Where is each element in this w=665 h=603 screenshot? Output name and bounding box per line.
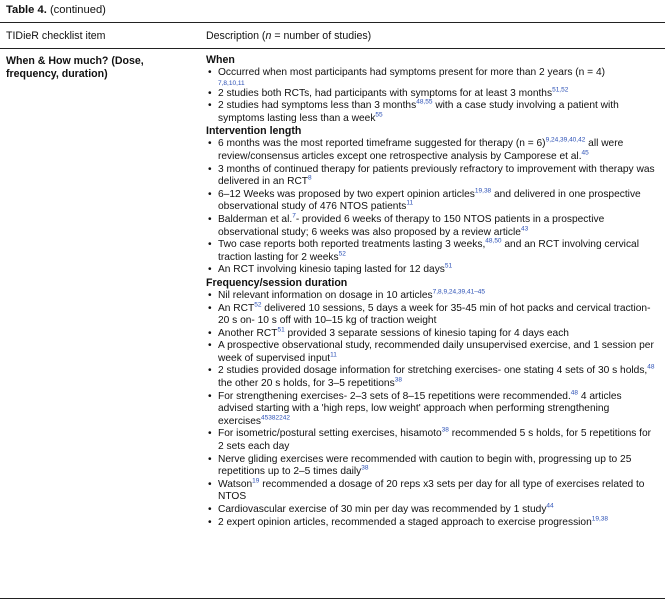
reference: 48 [570,389,579,397]
section-length-heading: Intervention length [206,125,302,138]
list-item: • 2 studies had symptoms less than 3 months$^{48,55}$ with a case study involving a patient with symptoms lasting less than a week$^{55}$ [206,100,658,125]
reference: 19,38 [591,515,609,523]
column-header-description: Description (n = number of studies) [206,30,372,42]
list-item: • 6–12 Weeks was proposed by two expert opinion articles$^{19,38}$ and delivered in one prospective observational study of 476 NTOS patients$^{11}$ [206,189,658,214]
reference: 11 [406,199,414,207]
table-caption [6,4,106,16]
list-item: • For isometric/postural setting exercises, hisamoto$^{38}$ recommended 5 s holds, for 5 repetitions for 2 sets each day [206,428,658,453]
reference: 7,8,9,24,39,41–45 [432,288,486,296]
length-list [206,138,658,277]
list-item: • Cardiovascular exercise of 30 min per day was recommended by 1 study$^{44}$ [206,504,658,517]
reference: 51 [277,326,285,334]
list-item: • Occurred when most participants had symptoms present for more than 2 years (n = 4) 7,8,10,11 [206,67,658,88]
reference: 7,8,10,11 [218,79,245,87]
reference: 11 [330,351,337,359]
reference: 38 [361,464,369,472]
table-label: Table 4. [6,4,47,16]
list-item: • Nerve gliding exercises were recommended with caution to begin with, progressing up to 25 repetitions up to 2–5 times daily$^{38}$ [206,454,658,479]
list-item: • 3 months of continued therapy for patients previously refractory to improvement with therapy was delivered in an RCT$^8$ [206,164,658,189]
reference: 44 [546,502,554,510]
header-rule [0,48,665,49]
section-when-heading: When [206,54,235,66]
section-frequency-heading: Frequency/session duration [206,276,348,289]
list-item: • Nil relevant information on dosage in 10 articles$^{7,8,9,24,39,41-45}$ [206,290,658,303]
column-header-item: TIDieR checklist item [6,30,106,42]
list-item: • 2 studies provided dosage information for stretching exercises- one stating 4 sets of 30 s holds,$^{48}$ the other 20 s holds, for 3–5 repetitions$^{38}$ [206,365,658,390]
reference: 51,52 [552,86,569,94]
reference: 48,55 [416,98,433,106]
reference: 7 [292,212,296,220]
list-item: • Two case reports both reported treatments lasting 3 weeks,$^{48,50}$ and an RCT involving cervical traction lasting for 2 weeks$^{52}$ [206,239,658,264]
reference: 52 [338,250,346,258]
reference: 48,50 [485,237,502,245]
reference: 38 [394,376,402,384]
reference: 55 [375,111,383,119]
list-item: • 6 months was the most reported timeframe suggested for therapy (n = 6)$^{9,24,39,40,42}$ all were review/consensus articles except one retrospective analysis by Camporese et al.$^{45}$ [206,138,658,163]
list-item: • Watson$^{19}$ recommended a dosage of 20 reps x3 sets per day for all type of exercises related to NTOS [206,479,658,504]
reference: 19 [252,477,260,485]
bottom-rule [0,598,665,599]
list-item: • An RCT involving kinesio taping lasted for 12 days$^{51}$ [206,264,658,277]
list-item: • 2 expert opinion articles, recommended a staged approach to exercise progression$^{19,38}$ [206,517,658,530]
reference: 9,24,39,40,42 [545,136,586,144]
reference: 52 [254,301,262,309]
list-item: • A prospective observational study, recommended daily unsupervised exercise, and 1 session per week of supervised input$^{11}$ [206,340,658,365]
row-label: When & How much? (Dose, frequency, duration) [6,55,144,80]
reference: 45 [581,149,589,157]
list-item: • An RCT$^{52}$ delivered 10 sessions, 5 days a week for 35-45 min of hot packs and cervical traction- 20 s on- 10 s off with 10–15 kg of traction weight [206,303,658,328]
reference: 51 [444,262,453,270]
list-item: • For strengthening exercises- 2–3 sets of 8–15 repetitions were recommended.$^{48}$ 4 articles advised starting with a 'high reps, low weight' approach when performing strengthening exercises$^{45382242}$ [206,391,658,429]
when-list [206,67,658,125]
top-rule [0,22,665,23]
caption-text: (continued) [49,4,106,16]
reference: 48 [647,364,655,372]
reference: 19,38 [474,187,492,195]
reference: 38 [441,427,449,435]
frequency-list [206,290,658,529]
reference: 43 [520,225,529,233]
reference: 45382242 [261,414,290,422]
list-item: • Balderman et al.$^7$- provided 6 weeks of therapy to 150 NTOS patients in a prospective observational study; 6 weeks was also proposed by a review article$^{43}$ [206,214,658,239]
list-item: • Another RCT$^{51}$ provided 3 separate sessions of kinesio taping for 4 days each [206,328,658,341]
list-item: • 2 studies both RCTs, had participants with symptoms for at least 3 months$^{51,52}$ [206,88,658,101]
description-cell [206,54,658,529]
reference: 8 [308,174,312,182]
